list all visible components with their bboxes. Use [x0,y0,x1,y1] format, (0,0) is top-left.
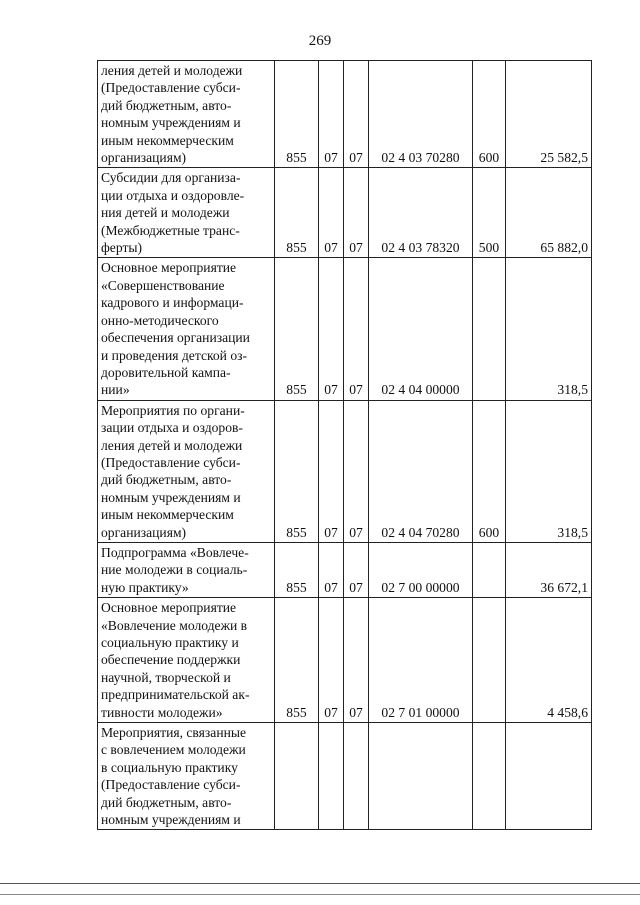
subsection-cell: 07 [344,168,369,258]
expense-type-cell [473,542,506,597]
table-row [98,258,592,400]
expense-type-cell [473,598,506,723]
row-name-cell: Мероприятия по органи- зации отдыха и оздоров- ления детей и молодежи (Предоставление субси- дий бюджетным, авто- номным учреждениям и иным некоммерческим организациям) [98,400,275,542]
grbs-cell: 855 [275,542,319,597]
grbs-cell: 855 [275,61,319,168]
section-cell: 07 [319,258,344,400]
target-article-cell: 02 4 03 70280 [369,61,473,168]
row-name-cell: Мероприятия, связанные с вовлечением молодежи в социальную практику (Предоставление субси- дий бюджетным, авто- номным учреждениям и [98,723,275,830]
section-cell: 07 [319,400,344,542]
subsection-cell: 07 [344,542,369,597]
amount-cell: 4 458,6 [506,598,592,723]
section-cell: 07 [319,598,344,723]
table-row [98,168,592,258]
subsection-cell: 07 [344,258,369,400]
table-row [98,723,592,830]
amount-cell: 36 672,1 [506,542,592,597]
section-cell: 07 [319,168,344,258]
amount-cell: 318,5 [506,258,592,400]
section-cell [319,723,344,830]
grbs-cell: 855 [275,258,319,400]
row-name-cell: Основное мероприятие «Совершенствование кадрового и информаци- онно-методического обеспечения организации и проведения детской оз- доровительной кампа- нии» [98,258,275,400]
target-article-cell [369,723,473,830]
target-article-cell: 02 4 04 70280 [369,400,473,542]
target-article-cell: 02 7 00 00000 [369,542,473,597]
amount-cell [506,723,592,830]
subsection-cell: 07 [344,598,369,723]
amount-cell: 65 882,0 [506,168,592,258]
expense-type-cell: 500 [473,168,506,258]
table-row [98,598,592,723]
subsection-cell: 07 [344,400,369,542]
expense-type-cell: 600 [473,400,506,542]
row-name-cell: Основное мероприятие «Вовлечение молодежи в социальную практику и обеспечение поддержки научной, творческой и предпринимательской ак- тивности молодежи» [98,598,275,723]
table-row [98,400,592,542]
row-name-cell: Субсидии для организа- ции отдыха и оздоровле- ния детей и молодежи (Межбюджетные транс- ферты) [98,168,275,258]
expense-type-cell: 600 [473,61,506,168]
section-cell: 07 [319,61,344,168]
footer-divider [0,894,640,895]
grbs-cell [275,723,319,830]
footer-divider [0,883,640,884]
target-article-cell: 02 4 04 00000 [369,258,473,400]
target-article-cell: 02 7 01 00000 [369,598,473,723]
grbs-cell: 855 [275,598,319,723]
table-row [98,61,592,168]
subsection-cell [344,723,369,830]
section-cell: 07 [319,542,344,597]
expense-type-cell [473,258,506,400]
page-number: 269 [308,33,332,49]
amount-cell: 318,5 [506,400,592,542]
expense-type-cell [473,723,506,830]
budget-table [97,60,592,830]
grbs-cell: 855 [275,168,319,258]
row-name-cell: ления детей и молодежи (Предоставление субси- дий бюджетным, авто- номным учреждениям и иным некоммерческим организациям) [98,61,275,168]
subsection-cell: 07 [344,61,369,168]
table-row [98,542,592,597]
grbs-cell: 855 [275,400,319,542]
target-article-cell: 02 4 03 78320 [369,168,473,258]
row-name-cell: Подпрограмма «Вовлече- ние молодежи в социаль- ную практику» [98,542,275,597]
amount-cell: 25 582,5 [506,61,592,168]
